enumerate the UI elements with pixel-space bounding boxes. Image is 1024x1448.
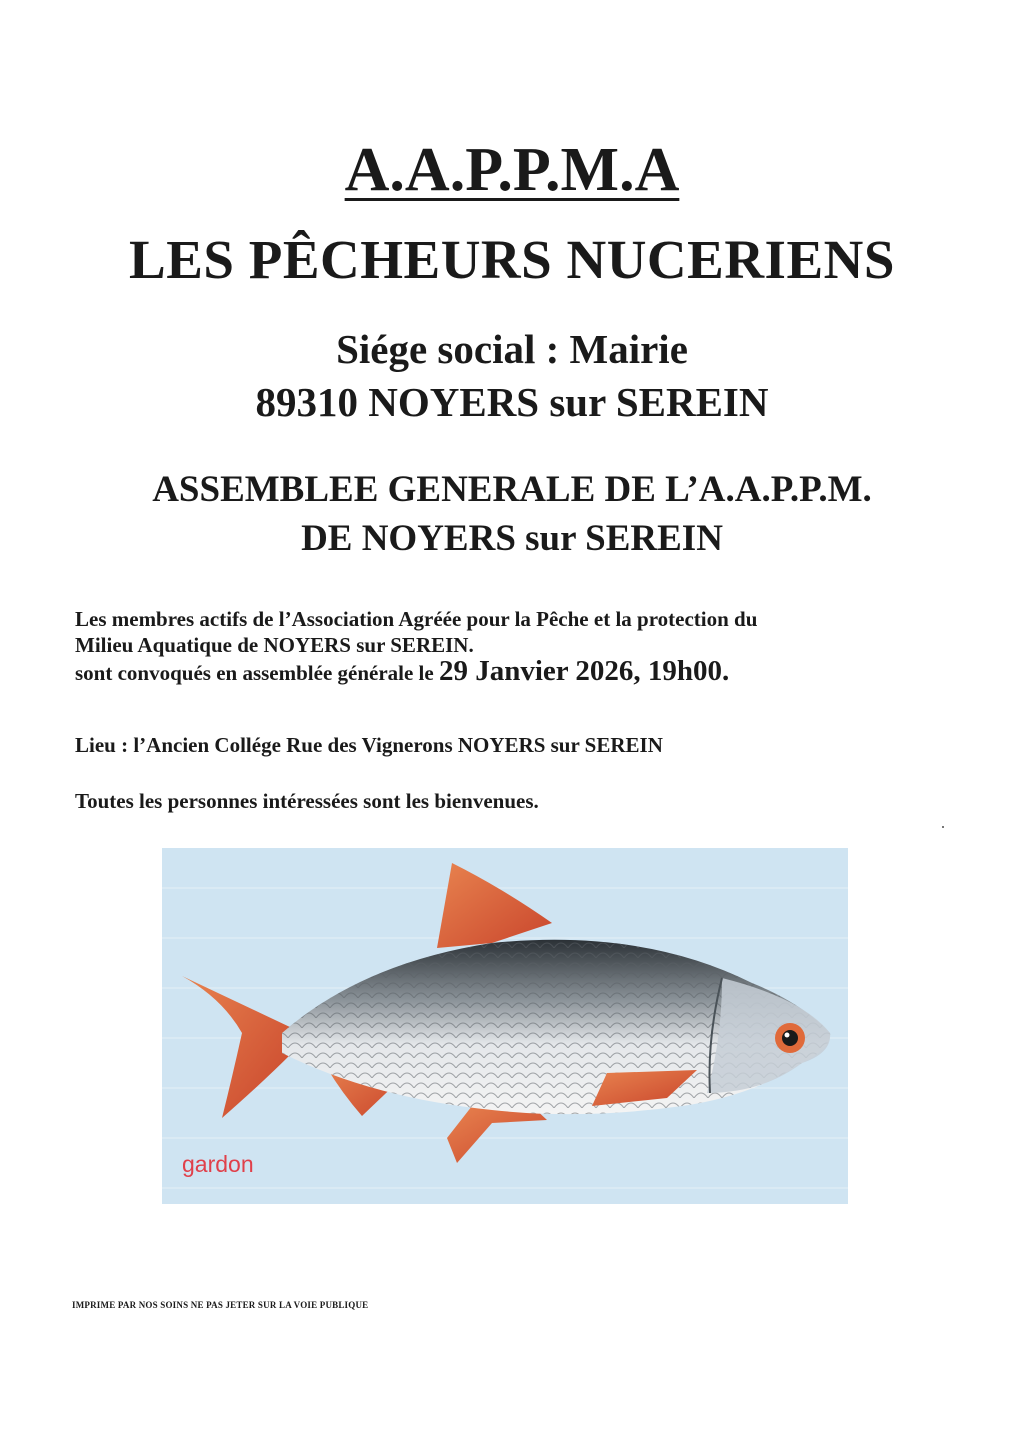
seat-line: Siége social : Mairie (336, 326, 688, 372)
fish-illustration (162, 848, 848, 1204)
convocation-line-3: sont convoqués en assemblée générale le 29 Janvier 2026, 19h00. (75, 655, 730, 687)
org-name: LES PÊCHEURS NUCERIENS (129, 229, 895, 290)
convocation-paragraph (75, 606, 975, 686)
fish-caption: gardon (182, 1151, 254, 1177)
seat-address: 89310 NOYERS sur SEREIN (255, 379, 769, 425)
scan-speck (942, 826, 944, 828)
assembly-subtitle: DE NOYERS sur SEREIN (301, 518, 723, 559)
convocation-line-1: Les membres actifs de l’Association Agréée pour la Pêche et la protection du (75, 607, 758, 631)
convocation-line-2: Milieu Aquatique de NOYERS sur SEREIN. (75, 633, 474, 657)
footer-notice: IMPRIME PAR NOS SOINS NE PAS JETER SUR LA VOIE PUBLIQUE (72, 1300, 369, 1310)
assembly-title: ASSEMBLEE GENERALE DE L’A.A.P.P.M. (152, 469, 872, 510)
welcome-line: Toutes les personnes intéressées sont les bienvenues. (75, 789, 539, 813)
meeting-date: 29 Janvier 2026, 19h00. (438, 655, 730, 687)
org-acronym: A.A.P.P.M.A (344, 136, 680, 204)
roach-fish-icon (162, 848, 848, 1204)
location-line: Lieu : l’Ancien Collége Rue des Vignerons NOYERS sur SEREIN (75, 733, 663, 757)
